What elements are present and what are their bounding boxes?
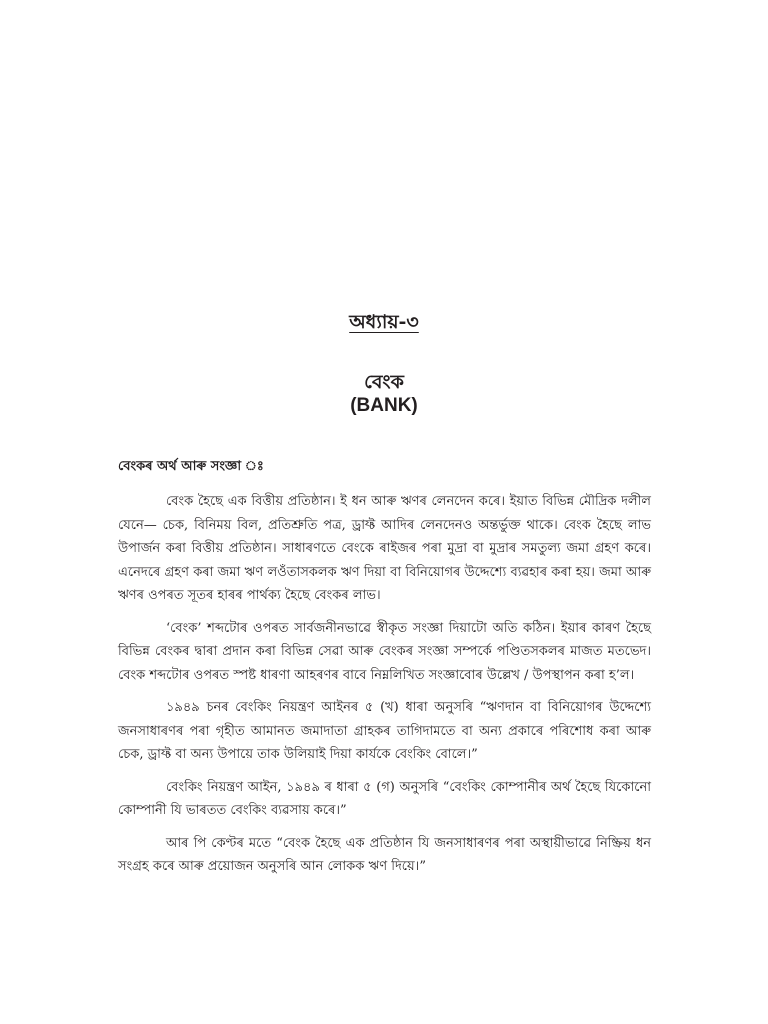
- paragraph-bank-introduction: বেংক হৈছে এক বিত্তীয় প্ৰতিষ্ঠান। ই ধন আৰু ঋণৰ লেনদেন কৰে। ইয়াত বিভিন্ন মৌদ্ৰিক দলীল যেনে— চেক, বিনিময় বিল, প্ৰতিশ্ৰুতি পত্ৰ, ড্ৰাফ্ট আদিৰ লেনদেনও অন্তৰ্ভুক্ত থাকে। বেংক হৈছে লাভ উপাৰ্জন কৰা বিত্তীয় প্ৰতিষ্ঠান। সাধাৰণতে বেংকে ৰাইজৰ পৰা মুদ্ৰা বা মুদ্ৰাৰ সমতুল্য জমা গ্ৰহণ কৰে। এনেদৰে গ্ৰহণ কৰা জমা ঋণ লওঁতাসকলক ঋণ দিয়া বা বিনিয়োগৰ উদ্দেশ্যে ব্যৱহাৰ কৰা হয়। জমা আৰু ঋণৰ ওপৰত সূতৰ হাৰৰ পাৰ্থক্য হৈছে বেংকৰ লাভ।: [118, 494, 651, 603]
- paragraph-definition-difficulty: ‘বেংক’ শব্দটোৰ ওপৰত সাৰ্বজনীনভাৱে স্বীকৃত সংজ্ঞা দিয়াটো অতি কঠিন। ইয়াৰ কাৰণ হৈছে বিভিন্ন বেংকৰ দ্বাৰা প্ৰদান কৰা বিভিন্ন সেৱা আৰু বেংকৰ সংজ্ঞা সম্পৰ্কে পণ্ডিতসকলৰ মাজত মতভেদ। বেংক শব্দটোৰ ওপৰত স্পষ্ট ধাৰণা আহৰণৰ বাবে নিম্নলিখিত সংজ্ঞাবোৰ উল্লেখ / উপস্থাপন কৰা হ’ল।: [118, 620, 651, 683]
- chapter-body: [118, 454, 651, 888]
- paragraph-regulation-act-5b: ১৯৪৯ চনৰ বেংকিং নিয়ন্ত্ৰণ আইনৰ ৫ (খ) ধাৰা অনুসৰি “ঋণদান বা বিনিয়োগৰ উদ্দেশ্যে জনসাধাৰণৰ পৰা গৃহীত আমানত জমাদাতা গ্ৰাহকৰ তাগিদামতে বা অন্য প্ৰকাৰে পৰিশোধ কৰা আৰু চেক, ড্ৰাফ্ট বা অন্য উপায়ে তাক উলিয়াই দিয়া কাৰ্যকে বেংকিং বোলে।”: [118, 700, 651, 762]
- chapter-title-english: (BANK): [350, 395, 418, 416]
- chapter-title-assamese: বেংক: [364, 371, 404, 393]
- paragraph-regulation-act-5c: বেংকিং নিয়ন্ত্ৰণ আইন, ১৯৪৯ ৰ ধাৰা ৫ (গ) অনুসৰি “বেংকিং কোম্পানীৰ অৰ্থ হৈছে যিকোনো কোম্পানী যি ভাৰতত বেংকিং ব্যৱসায় কৰে।”: [118, 779, 651, 818]
- section-heading: বেংকৰ অৰ্থ আৰু সংজ্ঞা ঃ: [118, 459, 264, 474]
- chapter-heading: অধ্যায়-৩: [349, 311, 419, 333]
- paragraph-kent-definition: আৰ পি কেণ্টৰ মতে “বেংক হৈছে এক প্ৰতিষ্ঠান যি জনসাধাৰণৰ পৰা অস্থায়ীভাৱে নিষ্ক্ৰিয় ধন সংগ্ৰহ কৰে আৰু প্ৰয়োজন অনুসৰি আন লোকক ঋণ দিয়ে।”: [118, 835, 651, 874]
